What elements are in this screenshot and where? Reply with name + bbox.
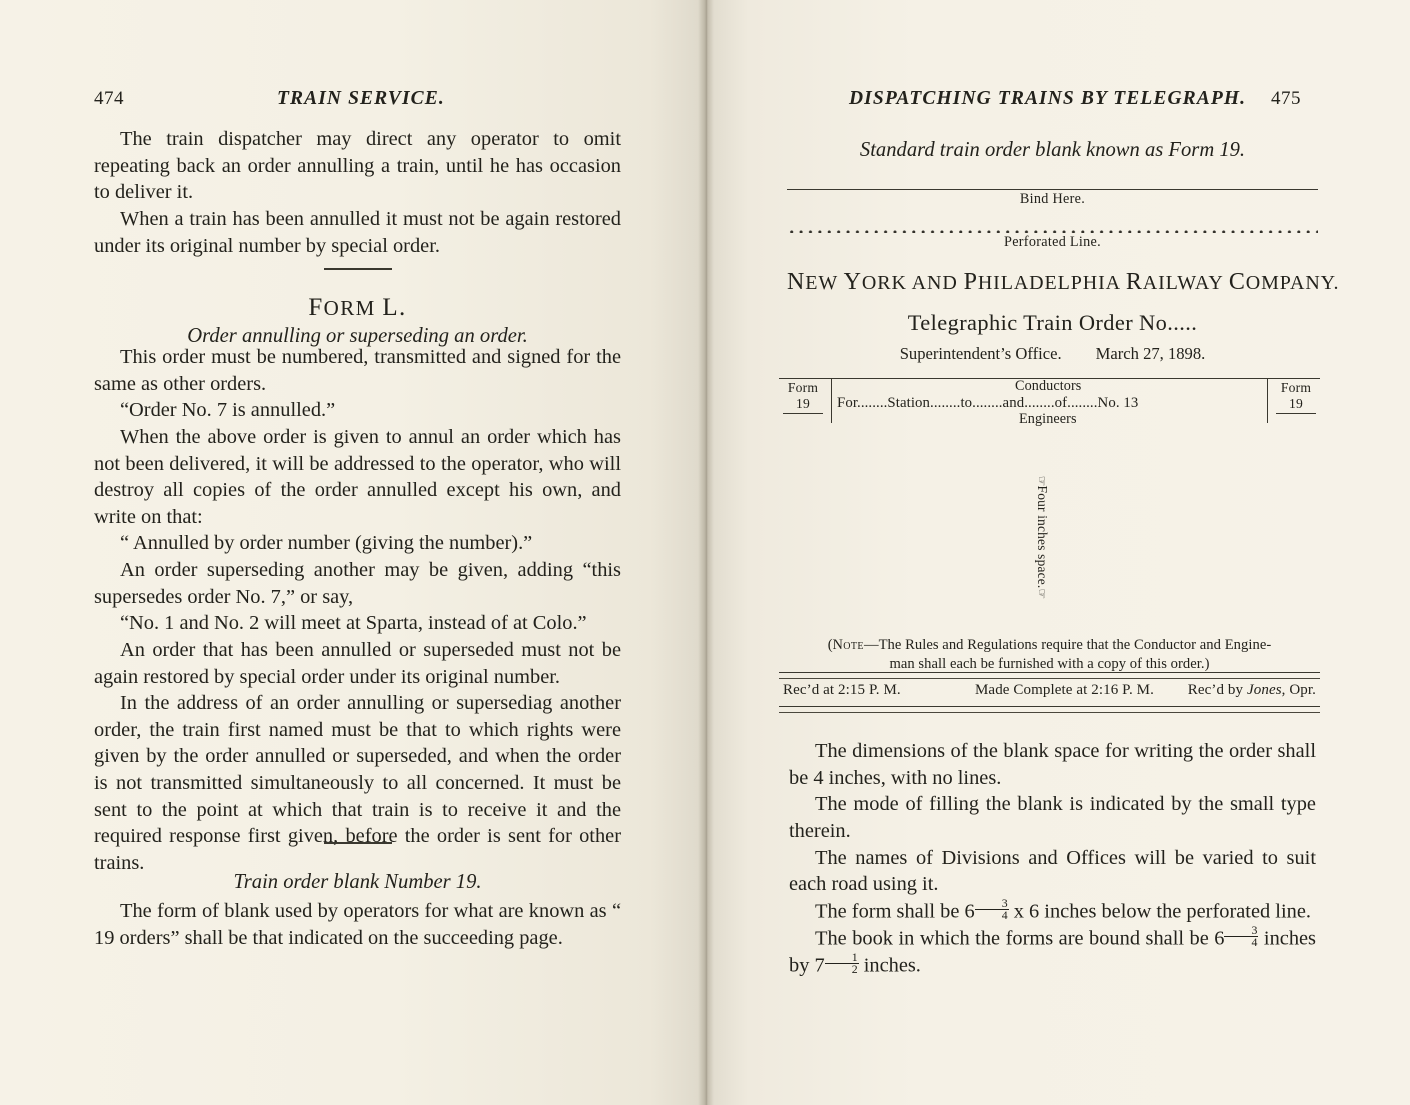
blank-space-text: Four inches space.: [1035, 485, 1050, 589]
note-line-1: —The Rules and Regulations require that the Conductor and Engine-: [863, 637, 1272, 653]
text-b: x 6 inches below the perforated line.: [1008, 900, 1311, 923]
paragraph: The dimensions of the blank space for writing the order shall be 4 inches, with no lines.: [789, 740, 1316, 789]
sc-ompany: OMPANY.: [1245, 272, 1340, 294]
pointing-hand-icon-end: ☞: [1035, 588, 1049, 599]
perforated-line-label: Perforated Line.: [1004, 234, 1101, 250]
form-19-address-table: [779, 378, 1320, 428]
form-number: 19: [796, 396, 810, 412]
superintendents-office-label: Superintendent’s Office.: [899, 344, 1062, 363]
table-divider-right: [1267, 379, 1268, 423]
form-box-underline: [1276, 413, 1316, 414]
recd-row-top-rule: [779, 672, 1320, 679]
fraction-three-quarters: [975, 895, 1009, 922]
denominator: 4: [1251, 934, 1258, 949]
conductors-label: Conductors: [1015, 378, 1082, 394]
paragraph: “ Annulled by order number (giving the number).”: [120, 532, 533, 555]
office-and-date-row: [787, 344, 1318, 364]
paragraph: When a train has been annulled it must not be again restored under its original number by special order.: [94, 207, 621, 257]
paragraph: The form of blank used by operators for what are known as “ 19 orders” shall be that indicated on the succeeding page.: [94, 900, 621, 949]
table-divider-left: [831, 379, 832, 423]
form-19-box-right: [1274, 380, 1318, 414]
text-b: inches by 7: [789, 927, 1316, 977]
recd-by-prefix: Rec’d by: [1187, 682, 1247, 698]
page-number-left: 474: [94, 88, 124, 109]
telegraphic-train-order-number: Telegraphic Train Order No.....: [907, 310, 1198, 335]
text-c: inches.: [858, 954, 921, 977]
received-row: [783, 682, 1316, 704]
numerator: 1: [825, 952, 859, 964]
address-dotted-line: For........Station........to........and........of........No. 13: [837, 395, 1139, 411]
text-a: The form shall be 6: [815, 900, 975, 923]
bind-here-rule: [787, 189, 1318, 190]
paragraph: This order must be numbered, transmitted and signed for the same as other orders.: [94, 346, 621, 395]
left-main-paragraphs: [94, 344, 621, 877]
paragraph: The names of Divisions and Offices will be varied to suit each road using it.: [789, 846, 1316, 896]
made-complete-time: Made Complete at 2:16 P. M.: [975, 682, 1154, 698]
note-paren: (: [827, 637, 833, 653]
sc-hiladelphia: HILADELPHIA: [977, 272, 1126, 294]
form-box-underline: [783, 413, 823, 414]
form-caption: Standard train order blank known as Form 19.: [859, 139, 1246, 161]
paragraph: An order that has been annulled or superseded must not be again restored by special order under its original number.: [94, 638, 621, 688]
cap-y: Y: [843, 269, 862, 295]
bind-here-label: Bind Here.: [1019, 191, 1086, 207]
note-keyword: Note: [832, 637, 864, 653]
cap-c: C: [1228, 269, 1246, 295]
form-19-box-left: [781, 380, 825, 414]
paragraph: The train dispatcher may direct any operator to omit repeating back an order annulling a train, until he has occasion to deliver it.: [94, 128, 621, 204]
recd-by-suffix: , Opr.: [1281, 682, 1316, 698]
sc-ork-and: ORK AND: [861, 272, 964, 294]
form-note: [781, 636, 1318, 673]
paragraph: “No. 1 and No. 2 will meet at Sparta, instead of at Colo.”: [120, 612, 587, 635]
railway-company-name: [787, 269, 1340, 296]
form-label: Form: [787, 380, 819, 395]
left-intro-paragraphs: [94, 126, 621, 259]
note-line-2: man shall each be furnished with a copy of this order.): [889, 655, 1210, 672]
denominator: 4: [1001, 907, 1008, 922]
four-inches-space-label: [1034, 476, 1050, 598]
recd-by-operator: [1188, 682, 1316, 699]
heading-smallcaps: ORM: [323, 296, 376, 320]
denominator: 2: [851, 961, 858, 976]
order-date: March 27, 1898.: [1095, 344, 1206, 363]
four-inches-space-marker: [1028, 452, 1056, 622]
paragraph: “Order No. 7 is annulled.”: [120, 399, 336, 422]
paragraph: In the address of an order annulling or supersediag another order, the train first named must be that to which rights were given by the order annulled or superseded, and when the order is not transmitted simultaneously to all concerned. It must be sent to the point at which that train is to receive it and the required response first given, before the order is sent for other trains.: [94, 692, 621, 874]
form-label: Form: [1280, 380, 1312, 395]
cap-p: P: [963, 269, 978, 295]
engineers-label: Engineers: [1019, 411, 1077, 427]
form-l-heading: [94, 294, 621, 322]
paragraph: The mode of filling the blank is indicated by the small type therein.: [789, 793, 1316, 842]
pointing-hand-icon-start: ☞: [1035, 475, 1049, 486]
left-closing-paragraphs: [94, 898, 621, 951]
recd-at-time: Rec’d at 2:15 P. M.: [783, 682, 901, 698]
sc-ew: EW: [805, 272, 844, 294]
cap-n: N: [787, 269, 806, 295]
right-page-paragraphs: [789, 738, 1316, 979]
numerator: 3: [975, 898, 1009, 910]
address-line-cell: [837, 379, 1261, 427]
recd-row-bottom-rule: [779, 706, 1320, 713]
paragraph: An order superseding another may be given, adding “this supersedes order No. 7,” or say,: [94, 559, 621, 608]
fraction-one-half: [825, 949, 859, 976]
form-number: 19: [1289, 396, 1303, 412]
form-l-subheading: Order annulling or superseding an order.: [187, 325, 528, 347]
paragraph-book-dimensions: [789, 922, 1316, 979]
train-order-blank-subheading: Train order blank Number 19.: [233, 871, 482, 893]
heading-tail: L.: [382, 294, 407, 321]
sc-ailway: AILWAY: [1142, 272, 1229, 294]
running-head-left: TRAIN SERVICE.: [277, 88, 445, 109]
perforated-line-dots: [787, 229, 1318, 233]
section-divider-rule: [324, 268, 392, 270]
heading-initial: F: [308, 294, 324, 321]
page-number-right: 475: [1271, 88, 1301, 109]
paragraph: When the above order is given to annul an order which has not been delivered, it will be addressed to the operator, who will destroy all copies of the order annulled except his own, and write on that:: [94, 425, 621, 528]
numerator: 3: [1224, 925, 1258, 937]
section-divider-rule: [324, 842, 392, 844]
cap-r: R: [1125, 269, 1143, 295]
operator-name: Jones: [1246, 682, 1282, 698]
fraction-three-quarters: [1224, 922, 1258, 949]
running-head-right: DISPATCHING TRAINS BY TELEGRAPH.: [849, 88, 1247, 109]
text-a: The book in which the forms are bound shall be 6: [815, 927, 1225, 950]
paragraph-form-dimensions: [789, 895, 1316, 925]
